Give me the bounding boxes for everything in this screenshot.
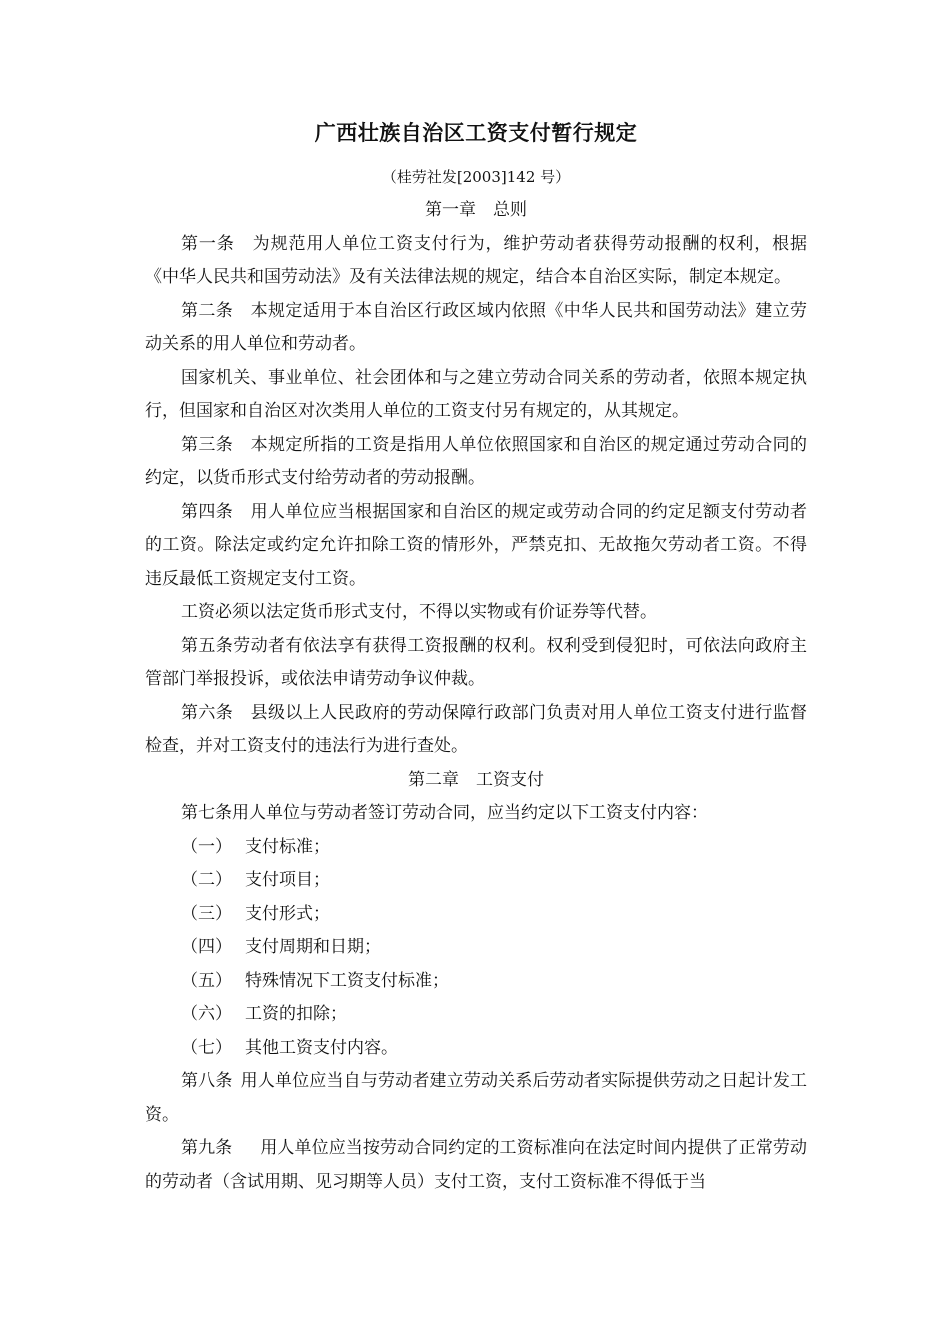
article-2-paragraph-2: 国家机关、事业单位、社会团体和与之建立劳动合同关系的劳动者，依照本规定执行，但国家和自治区对次类用人单位的工资支付另有规定的，从其规定。 bbox=[145, 367, 807, 421]
article-label: 第八条 bbox=[181, 1071, 233, 1091]
list-item-number: （二） bbox=[181, 870, 232, 890]
article-1 bbox=[145, 228, 807, 295]
article-8 bbox=[145, 1065, 807, 1132]
article-label: 第一条 bbox=[181, 233, 235, 254]
list-item-number: （六） bbox=[181, 1004, 232, 1024]
article-6 bbox=[145, 697, 807, 764]
list-item-text: 工资的扣除； bbox=[245, 1004, 347, 1024]
article-text: 用人单位应当自与劳动者建立劳动关系后劳动者实际提供劳动之日起计发工资。 bbox=[145, 1071, 807, 1125]
article-label: 第九条 bbox=[181, 1138, 233, 1158]
article-label: 第二条 bbox=[181, 300, 234, 321]
article-4-paragraph-2: 工资必须以法定货币形式支付，不得以实物或有价证券等代替。 bbox=[181, 602, 657, 622]
chapter-number: 第一章 bbox=[425, 200, 476, 220]
list-item bbox=[145, 831, 807, 865]
list-item-number: （七） bbox=[181, 1037, 232, 1058]
document-title: 广西壮族自治区工资支付暂行规定 bbox=[314, 121, 638, 145]
list-item-text: 支付周期和日期； bbox=[245, 937, 381, 957]
article-text: 用人单位应当根据国家和自治区的规定或劳动合同的约定足额支付劳动者的工资。除法定或约定允许扣除工资的情形外，严禁克扣、无故拖欠劳动者工资。不得违反最低工资规定支付工资。 bbox=[145, 501, 808, 589]
article-label: 第四条 bbox=[181, 501, 234, 522]
chapter-1-heading bbox=[145, 194, 807, 228]
list-item-number: （三） bbox=[181, 903, 232, 924]
list-item-text: 支付标准； bbox=[245, 836, 330, 857]
chapter-2-heading bbox=[145, 764, 807, 798]
article-label: 第三条 bbox=[181, 434, 234, 455]
article-text: 县级以上人民政府的劳动保障行政部门负责对用人单位工资支付进行监督检查，并对工资支付的违法行为进行查处。 bbox=[145, 702, 808, 756]
list-item bbox=[145, 898, 807, 932]
chapter-name: 工资支付 bbox=[476, 769, 544, 790]
list-item-text: 支付项目； bbox=[245, 870, 330, 890]
document-body bbox=[145, 194, 807, 1199]
article-text: 用人单位应当按劳动合同约定的工资标准向在法定时间内提供了正常劳动的劳动者（含试用期、见习期等人员）支付工资，支付工资标准不得低于当 bbox=[145, 1138, 808, 1192]
article-label: 第六条 bbox=[181, 702, 234, 723]
article-5: 第五条劳动者有依法享有获得工资报酬的权利。权利受到侵犯时，可依法向政府主管部门举报投诉，或依法申请劳动争议仲裁。 bbox=[145, 635, 807, 689]
list-item bbox=[145, 1032, 807, 1066]
list-item bbox=[145, 965, 807, 999]
list-item bbox=[145, 931, 807, 965]
chapter-number: 第二章 bbox=[408, 769, 459, 790]
list-item-number: （五） bbox=[181, 970, 232, 991]
list-item-text: 支付形式； bbox=[245, 903, 330, 924]
list-item-number: （一） bbox=[181, 836, 232, 857]
list-item-number: （四） bbox=[181, 937, 232, 957]
article-text: 为规范用人单位工资支付行为，维护劳动者获得劳动报酬的权利，根据《中华人民共和国劳动法》及有关法律法规的规定，结合本自治区实际，制定本规定。 bbox=[145, 233, 808, 287]
list-item-text: 其他工资支付内容。 bbox=[245, 1037, 398, 1058]
article-text: 本规定所指的工资是指用人单位依照国家和自治区的规定通过劳动合同的约定，以货币形式支付给劳动者的劳动报酬。 bbox=[145, 434, 808, 488]
article-7: 第七条用人单位与劳动者签订劳动合同，应当约定以下工资支付内容： bbox=[181, 803, 708, 823]
chapter-name: 总则 bbox=[493, 200, 527, 220]
list-item bbox=[145, 864, 807, 898]
list-item-text: 特殊情况下工资支付标准； bbox=[245, 970, 449, 991]
article-9 bbox=[145, 1132, 807, 1199]
article-text: 本规定适用于本自治区行政区域内依照《中华人民共和国劳动法》建立劳动关系的用人单位和劳动者。 bbox=[145, 300, 808, 354]
article-2 bbox=[145, 295, 807, 362]
document-number: （桂劳社发[2003]142 号） bbox=[381, 168, 571, 186]
list-item bbox=[145, 998, 807, 1032]
article-4 bbox=[145, 496, 807, 597]
article-3 bbox=[145, 429, 807, 496]
